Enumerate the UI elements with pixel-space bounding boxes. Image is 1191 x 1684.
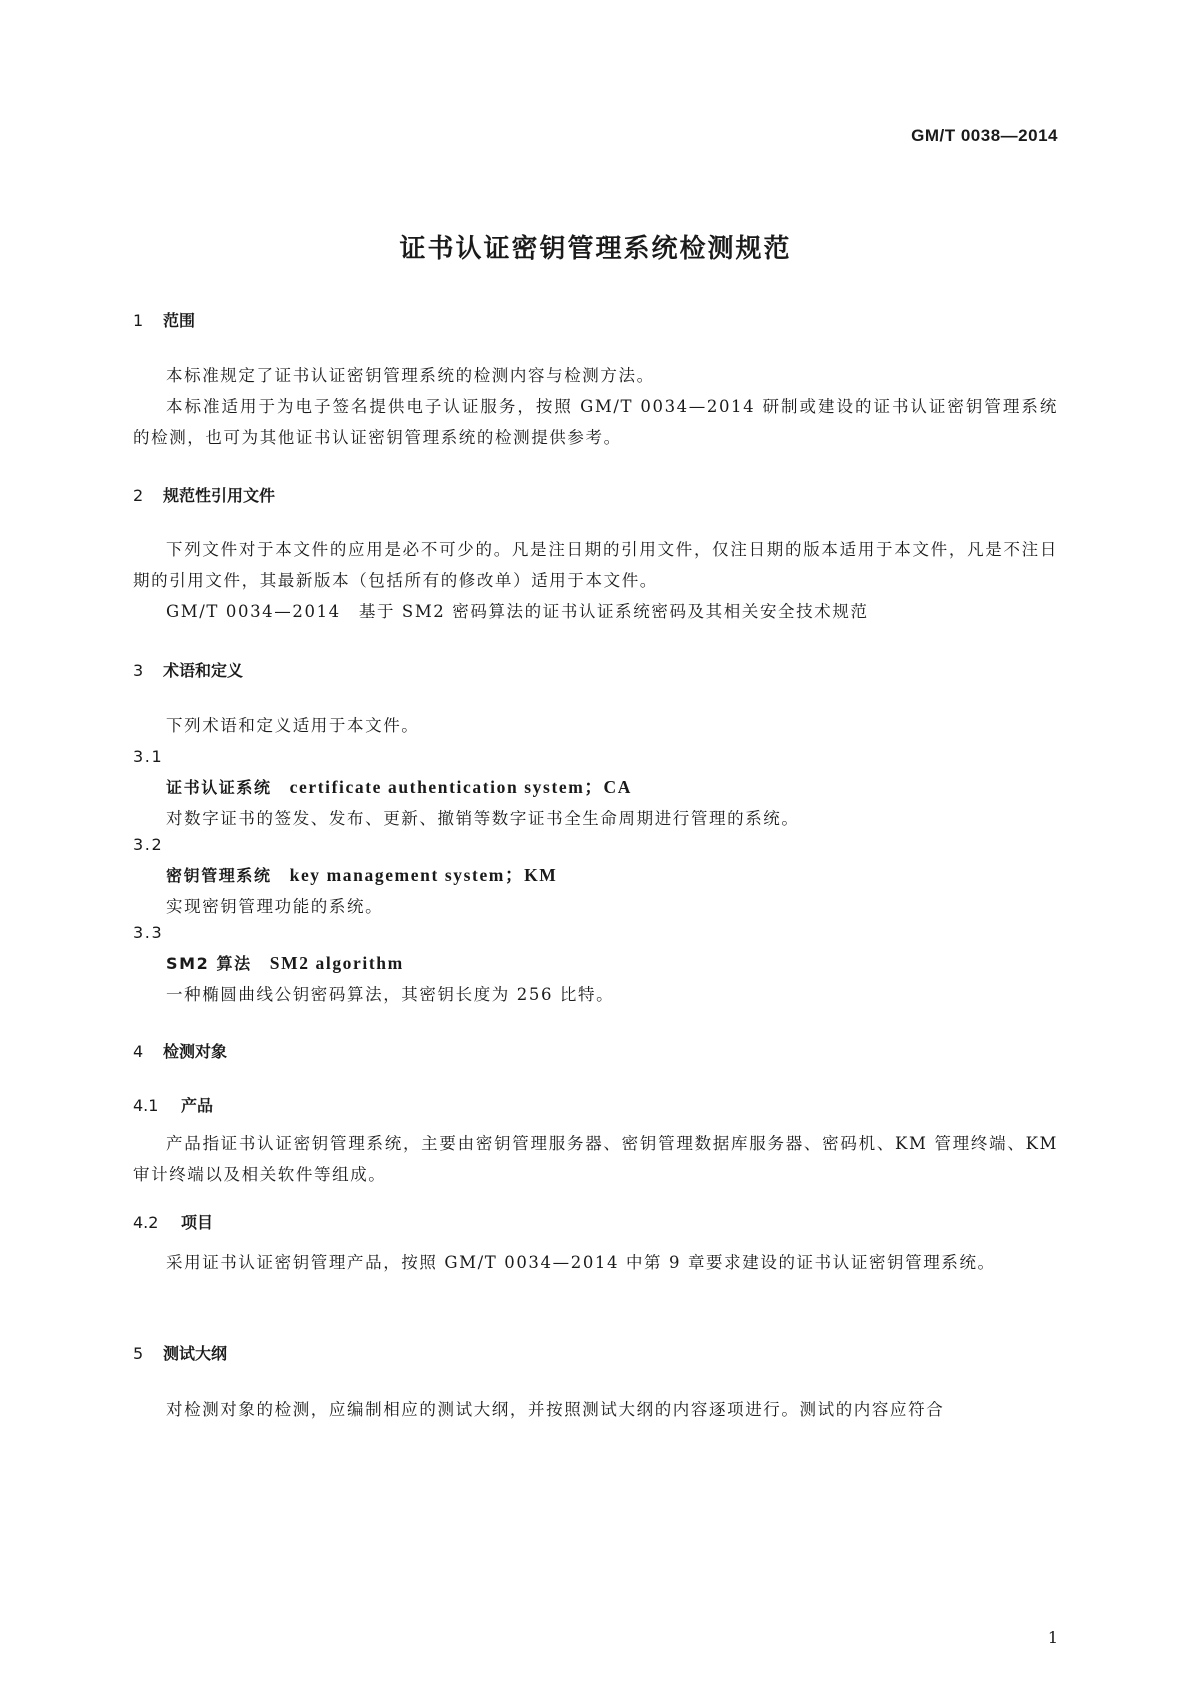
term-definition: 对数字证书的签发、发布、更新、撤销等数字证书全生命周期进行管理的系统。 [166,809,800,828]
paragraph: 产品指证书认证密钥管理系统，主要由密钥管理服务器、密钥管理数据库服务器、密码机、KM 管理终端、KM 审计终端以及相关软件等组成。 [133,1134,1058,1184]
section-4-1-heading: 4.1 产品 [133,1096,214,1115]
paragraph: 采用证书认证密钥管理产品，按照 GM/T 0034—2014 中第 9 章要求建设的证书认证密钥管理系统。 [166,1253,996,1272]
document-title: 证书认证密钥管理系统检测规范 [399,234,792,264]
section-2-body [133,534,1058,627]
term-title: SM2 算法 SM2 algorithm [166,953,404,973]
term-title: 证书认证系统 certificate authentication system；CA [166,777,632,797]
section-4-2-heading: 4.2 项目 [133,1213,214,1232]
term-definition: 一种椭圆曲线公钥密码算法，其密钥长度为 256 比特。 [166,985,615,1004]
paragraph: 下列文件对于本文件的应用是必不可少的。凡是注日期的引用文件，仅注日期的版本适用于本文件，凡是不注日期的引用文件，其最新版本（包括所有的修改单）适用于本文件。 [133,540,1058,590]
paragraph: 下列术语和定义适用于本文件。 [166,716,420,735]
standard-code: GM/T 0038—2014 [911,126,1058,145]
term-3-3 [133,917,1058,1010]
section-5-heading: 5 测试大纲 [133,1344,228,1363]
term-number: 3.1 [133,747,164,766]
term-title: 密钥管理系统 key management system；KM [166,865,558,885]
normative-reference: GM/T 0034—2014 基于 SM2 密码算法的证书认证系统密码及其相关安全技术规范 [166,602,869,621]
section-1-heading: 1 范围 [133,311,196,330]
section-4-heading: 4 检测对象 [133,1042,228,1061]
term-3-2 [133,829,1058,922]
section-2-heading: 2 规范性引用文件 [133,486,276,505]
section-4-1-body [133,1128,1058,1190]
section-3-body [133,710,1058,741]
paragraph: 对检测对象的检测，应编制相应的测试大纲，并按照测试大纲的内容逐项进行。测试的内容应符合 [166,1400,945,1419]
term-number: 3.3 [133,923,164,942]
paragraph: 本标准规定了证书认证密钥管理系统的检测内容与检测方法。 [166,366,655,385]
page-number: 1 [1047,1628,1058,1647]
term-number: 3.2 [133,835,164,854]
term-definition: 实现密钥管理功能的系统。 [166,897,384,916]
section-3-heading: 3 术语和定义 [133,661,244,680]
section-4-2-body [133,1247,1058,1278]
section-1-body [133,360,1058,453]
paragraph: 本标准适用于为电子签名提供电子认证服务，按照 GM/T 0034—2014 研制或建设的证书认证密钥管理系统的检测，也可为其他证书认证密钥管理系统的检测提供参考。 [133,397,1058,447]
term-3-1 [133,741,1058,834]
section-5-body [133,1394,1058,1425]
